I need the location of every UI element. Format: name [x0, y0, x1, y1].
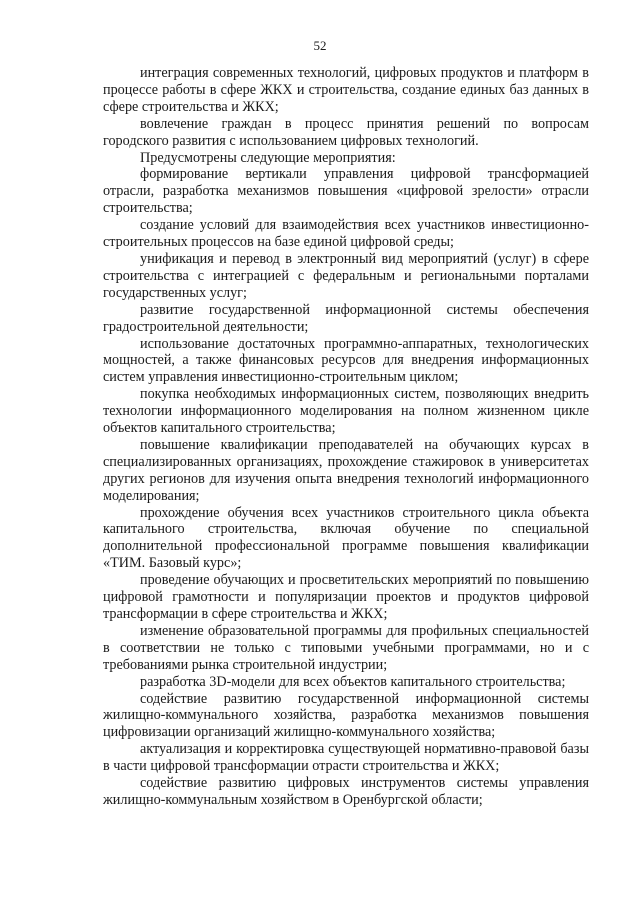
paragraph-12: проведение обучающих и просветительских мероприятий по повышению цифровой грамотности и популяризации проектов и продуктов цифровой трансформации в сфере строительства и ЖКХ;	[103, 572, 589, 622]
paragraph-16: актуализация и корректировка существующей нормативно-правовой базы в части цифровой трансформации отрасти строительства и ЖКХ;	[103, 741, 589, 775]
paragraph-8: использование достаточных программно-аппаратных, технологических мощностей, а также финансовых ресурсов для внедрения информационных систем управления инвестиционно-строительным циклом;	[103, 335, 589, 386]
paragraph-1: интеграция современных технологий, цифровых продуктов и платформ в процессе работы в сфере ЖКХ и строительства, создание единых баз данных в сфере строительства и ЖКХ;	[103, 65, 589, 115]
paragraph-15: содействие развитию государственной информационной системы жилищно-коммунального хозяйства, разработка механизмов повышения цифровизации организаций жилищно-коммунального хозяйства;	[103, 690, 589, 741]
paragraph-17: содействие развитию цифровых инструментов системы управления жилищно-коммунальным хозяйством в Оренбургской области;	[103, 775, 589, 808]
document-body	[103, 65, 589, 809]
paragraph-7: развитие государственной информационной системы обеспечения градостроительной деятельности;	[103, 301, 589, 335]
page-number: 52	[313, 38, 327, 53]
paragraph-14: разработка 3D-модели для всех объектов капитального строительства;	[140, 673, 566, 690]
paragraph-2: вовлечение граждан в процесс принятия решений по вопросам городского развития с использованием цифровых технологий.	[103, 115, 589, 149]
paragraph-11: прохождение обучения всех участников строительного цикла объекта капитального строительства, включая обучение по специальной дополнительной профессиональной программе повышения квалификации «ТИМ. Базовый курс»;	[103, 504, 589, 572]
paragraph-10: повышение квалификации преподавателей на обучающих курсах в специализированных организациях, прохождение стажировок в университетах других регионов для изучения опыта внедрения технологий информационного моделирования;	[103, 436, 589, 504]
paragraph-3: Предусмотрены следующие мероприятия:	[140, 149, 396, 166]
paragraph-4: формирование вертикали управления цифровой трансформацией отрасли, разработка механизмов повышения «цифровой зрелости» отрасли строительства;	[103, 166, 589, 217]
paragraph-6: унификация и перевод в электронный вид мероприятий (услуг) в сфере строительства с интеграцией с федеральным и региональными порталами государственных услуг;	[103, 250, 589, 301]
paragraph-13: изменение образовательной программы для профильных специальностей в соответствии не только с типовыми учебными программами, но и с требованиями рынка строительной индустрии;	[103, 622, 589, 673]
paragraph-5: создание условий для взаимодействия всех участников инвестиционно-строительных процессов на базе единой цифровой среды;	[103, 217, 589, 251]
paragraph-9: покупка необходимых информационных систем, позволяющих внедрить технологии информационного моделирования на полном жизненном цикле объектов капитального строительства;	[103, 386, 589, 437]
